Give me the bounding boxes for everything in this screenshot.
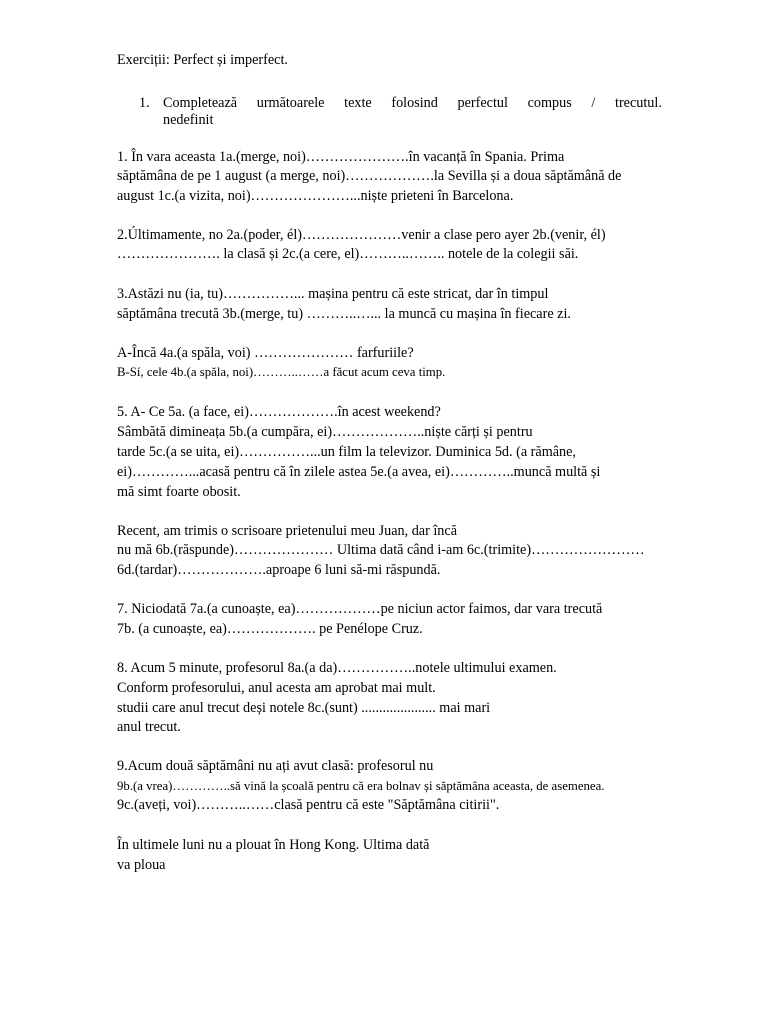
- text-line: 1. În vara aceasta 1a.(merge, noi)………………….în vacanță în Spania. Prima: [117, 149, 565, 165]
- text-line: august 1c.(a vizita, noi)…………………...niște prieteni în Barcelona.: [117, 188, 514, 204]
- instruction-line-1: Completează următoarele texte folosind perfectul compus / trecutul.: [163, 95, 662, 111]
- text-line: Sâmbătă dimineața 5b.(a cumpăra, ei)………………..niște cărți și pentru: [117, 424, 533, 440]
- text-line: 3.Astăzi nu (ia, tu)……………... mașina pentru că este stricat, dar în timpul: [117, 286, 549, 302]
- text-line: 9c.(aveți, voi)………..……clasă pentru că este "Săptămâna citirii".: [117, 797, 500, 813]
- text-line: studii care anul trecut deși notele 8c.(sunt) ..................... mai mari: [117, 700, 491, 716]
- text-line: tarde 5c.(a se uita, ei)……………...un film la televizor. Duminica 5d. (a rămâne,: [117, 444, 576, 460]
- text-line: va ploua: [117, 857, 166, 873]
- text-line: 5. A- Ce 5a. (a face, ei)……………….în acest weekend?: [117, 404, 441, 420]
- text-line: mă simt foarte obosit.: [117, 484, 241, 500]
- text-line: 7b. (a cunoaște, ea)………………. pe Penélope Cruz.: [117, 621, 423, 637]
- text-line: 6d.(tardar)……………….aproape 6 luni să-mi răspundă.: [117, 562, 441, 578]
- text-line: 8. Acum 5 minute, profesorul 8a.(a da)……………..notele ultimului examen.: [117, 660, 557, 676]
- text-line: 9.Acum două săptămâni nu ați avut clasă: profesorul nu: [117, 758, 434, 774]
- text-line: …………………. la clasă și 2c.(a cere, el)………..…….. notele de la colegii săi.: [117, 246, 579, 262]
- text-line: Conform profesorului, anul acesta am aprobat mai mult.: [117, 680, 436, 696]
- text-line: anul trecut.: [117, 719, 181, 735]
- text-line: săptămâna trecută 3b.(merge, tu) ………..…... la muncă cu mașina în fiecare zi.: [117, 306, 571, 322]
- text-line: În ultimele luni nu a plouat în Hong Kong. Ultima dată: [117, 837, 430, 853]
- text-line: ei)…………...acasă pentru că în zilele astea 5e.(a avea, ei)…………..muncă multă și: [117, 464, 601, 480]
- page-title: Exerciții: Perfect și imperfect.: [117, 52, 288, 68]
- text-line: 2.Últimamente, no 2a.(poder, él)…………………venir a clase pero ayer 2b.(venir, él): [117, 227, 606, 243]
- text-line: Recent, am trimis o scrisoare prietenului meu Juan, dar încă: [117, 523, 457, 539]
- text-line: A-Încă 4a.(a spăla, voi) ………………… farfuriile?: [117, 345, 414, 361]
- instruction-number: 1.: [139, 95, 150, 111]
- text-line: săptămâna de pe 1 august (a merge, noi)……………….la Sevilla și a doua săptămână de: [117, 168, 622, 184]
- text-line: 9b.(a vrea)…………..să vină la școală pentru că era bolnav și săptămâna aceasta, de asemenea.: [117, 779, 605, 793]
- text-line: nu mă 6b.(răspunde)………………… Ultima dată când i-am 6c.(trimite)……………………: [117, 542, 645, 558]
- text-line: 7. Niciodată 7a.(a cunoaște, ea)………………pe niciun actor faimos, dar vara trecută: [117, 601, 603, 617]
- instruction-line-2: nedefinit: [163, 112, 214, 128]
- text-line: B-Sí, cele 4b.(a spăla, noi)………..……a făcut acum ceva timp.: [117, 365, 446, 379]
